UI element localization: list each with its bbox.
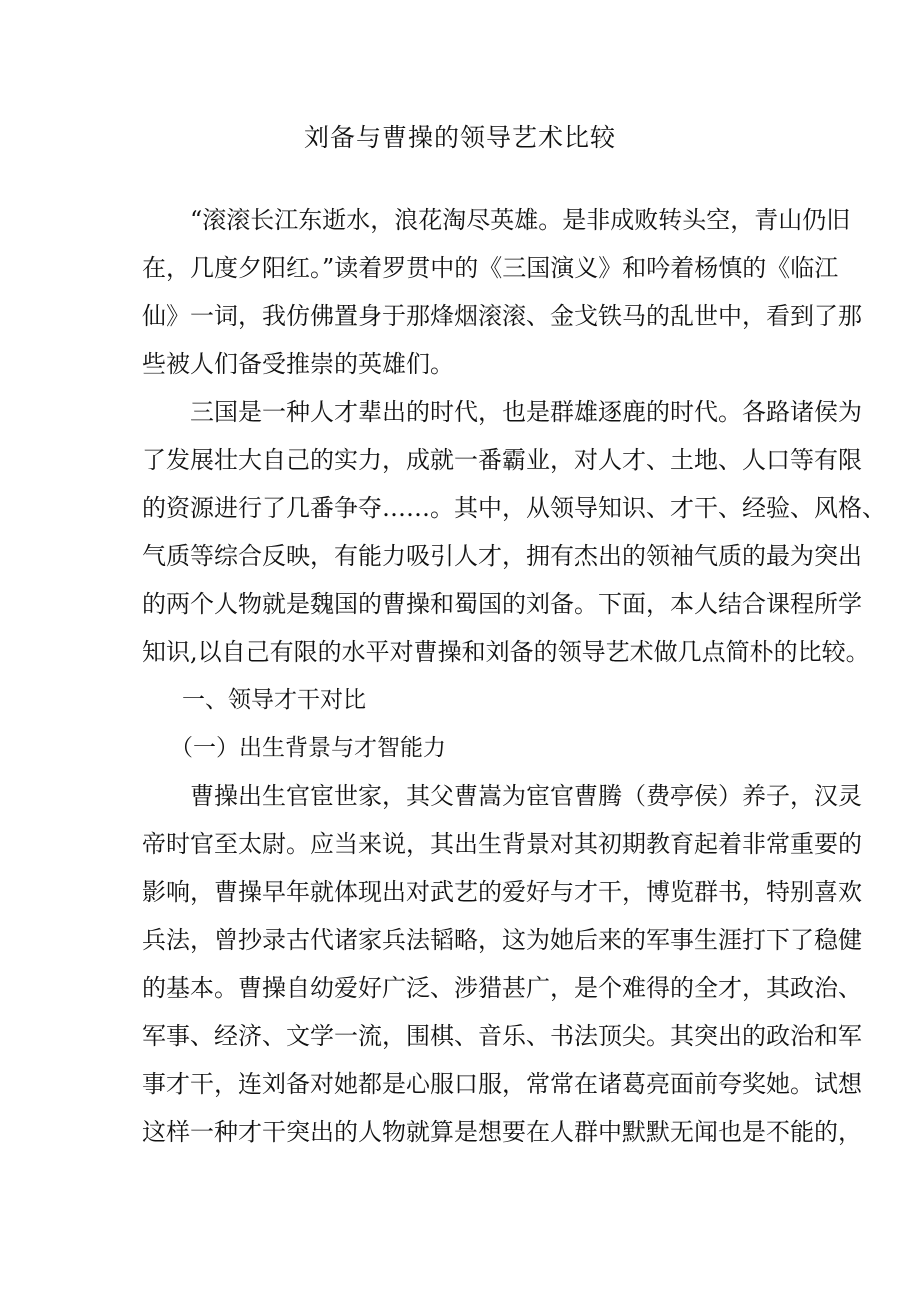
text-line: 知识,以自己有限的水平对曹操和刘备的领导艺术做几点简朴的比较。 xyxy=(142,638,870,666)
document-title: 刘备与曹操的领导艺术比较 xyxy=(303,123,616,152)
text-line: “滚滚长江东逝水，浪花淘尽英雄。是非成败转头空，青山仍旧 xyxy=(190,206,851,234)
text-line: 事才干，连刘备对她都是心服口服，常常在诸葛亮面前夸奖她。试想 xyxy=(142,1070,862,1098)
text-line: 仙》一词，我仿佛置身于那烽烟滚滚、金戈铁马的乱世中，看到了那 xyxy=(142,302,862,330)
text-line: 曹操出生官宦世家，其父曹嵩为宦官曹腾（费亭侯）养子，汉灵 xyxy=(190,782,862,810)
text-line: 帝时官至太尉。应当来说，其出生背景对其初期教育起着非常重要的 xyxy=(142,830,862,858)
text-line: 了发展壮大自己的实力，成就一番霸业，对人才、土地、人口等有限 xyxy=(142,446,862,474)
text-line: 的基本。曹操自幼爱好广泛、涉猎甚广，是个难得的全才，其政治、 xyxy=(142,974,862,1002)
section-heading: 一、领导才干对比 xyxy=(182,687,366,713)
text-line: 这样一种才干突出的人物就算是想要在人群中默默无闻也是不能的， xyxy=(142,1118,862,1146)
text-line: 在，几度夕阳红。”读着罗贯中的《三国演义》和吟着杨慎的《临江 xyxy=(142,254,839,282)
text-line: 气质等综合反映，有能力吸引人才，拥有杰出的领袖气质的最为突出 xyxy=(142,542,862,570)
text-line: 的两个人物就是魏国的曹操和蜀国的刘备。下面，本人结合课程所学 xyxy=(142,590,862,618)
text-line: 军事、经济、文学一流，围棋、音乐、书法顶尖。其突出的政治和军 xyxy=(142,1022,862,1050)
text-line: 些被人们备受推崇的英雄们。 xyxy=(142,350,454,378)
text-line: 兵法，曾抄录古代诸家兵法韬略，这为她后来的军事生涯打下了稳健 xyxy=(142,926,862,954)
text-line: 三国是一种人才辈出的时代，也是群雄逐鹿的时代。各路诸侯为 xyxy=(190,398,862,426)
text-line: 的资源进行了几番争夺……。其中，从领导知识、才干、经验、风格、 xyxy=(142,494,886,522)
text-line: 影响，曹操早年就体现出对武艺的爱好与才干，博览群书，特别喜欢 xyxy=(142,878,862,906)
document-body xyxy=(142,196,886,1156)
section-heading: （一）出生背景与才智能力 xyxy=(170,735,446,761)
